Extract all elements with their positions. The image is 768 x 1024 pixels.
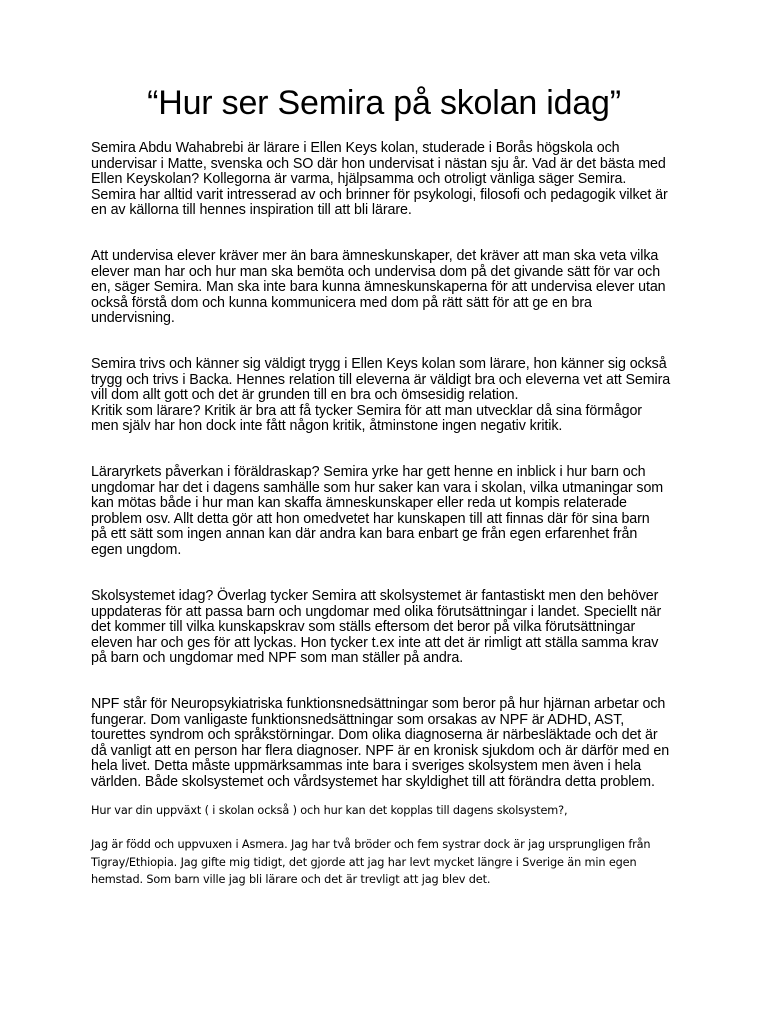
paragraph-introduction: Semira Abdu Wahabrebi är lärare i Ellen Keys kolan, studerade i Borås högskola och undervisar i Matte, svenska och SO där hon undervisat i nästan sju år. Vad är det bästa med Ellen Keyskolan? Kollegorna är varma, hjälpsamma och otroligt vänliga säger Semira. Semira har alltid varit intresserad av och brinner för psykologi, filosofi och pedagogik vilket är en av källorna till hennes inspiration till att bli lärare. <box>91 140 668 218</box>
paragraph-parenthood: Läraryrkets påverkan i föräldraskap? Semira yrke har gett henne en inblick i hur barn och ungdomar har det i dagens samhälle som hur saker kan vara i skolan, vilka utmaningar som kan mötas både i hur man kan skaffa ämneskunskaper eller reda ut kompis relaterade problem osv. Allt detta gör att hon omedvetet har kunskapen till att finnas där för sina barn på ett sätt som ingen annan kan där andra kan bara enbart ge från egen erfarenhet från egen ungdom. <box>91 464 664 558</box>
document-title: “Hur ser Semira på skolan idag” <box>147 84 621 122</box>
paragraph-teaching: Att undervisa elever kräver mer än bara ämneskunskaper, det kräver att man ska veta vilka elever man har och hur man ska bemöta och undervisa dom på det givande sätt för var och en, säger Semira. Man ska inte bara kunna ämneskunskaperna för att undervisa elever utan också förstå dom och kunna kommunicera med dom på rätt sätt för att ge en bra undervisning. <box>91 248 666 326</box>
paragraph-npf: NPF står för Neuropsykiatriska funktionsnedsättningar som beror på hur hjärnan arbetar och fungerar. Dom vanligaste funktionsnedsättningar som orsakas av NPF är ADHD, AST, tourettes syndrom och språkstörningar. Dom olika diagnoserna är närbesläktade och det är då vanligt att en person har flera diagnoser. NPF är en kronisk sjukdom och är därför med en hela livet. Detta måste uppmärksammas inte bara i sveriges skolsystem men även i hela världen. Både skolsystemet och vårdsystemet har skyldighet till att förändra detta problem. <box>91 696 670 790</box>
answer-upbringing: Jag är född och uppvuxen i Asmera. Jag har två bröder och fem systrar dock är jag ursprungligen från Tigray/Ethiopia. Jag gifte mig tidigt, det gjorde att jag har levt mycket längre i Sverige än min egen hemstad. Som barn ville jag bli lärare och det är trevligt att jag blev det. <box>91 838 651 886</box>
paragraph-wellbeing: Semira trivs och känner sig väldigt trygg i Ellen Keys kolan som lärare, hon känner sig också trygg och trivs i Backa. Hennes relation till eleverna är väldigt bra och eleverna vet att Semira vill dom allt gott och det är grunden till en bra och ömsesidig relation. Kritik som lärare? Kritik är bra att få tycker Semira för att man utvecklar då sina förmågor men själv har hon dock inte fått någon kritik, åtminstone ingen negativ kritik. <box>91 356 671 434</box>
paragraph-school-system: Skolsystemet idag? Överlag tycker Semira att skolsystemet är fantastiskt men den behöver uppdateras för att passa barn och ungdomar med olika förutsättningar i landet. Speciellt när det kommer till vilka kunskapskrav som ställs eftersom det beror på vilka förutsättningar eleven har och ges för att lyckas. Hon tycker t.ex inte att det är rimligt att ställa samma krav på barn och ungdomar med NPF som man ställer på andra. <box>91 588 662 666</box>
question-upbringing: Hur var din uppväxt ( i skolan också ) och hur kan det kopplas till dagens skolsystem?, <box>91 804 568 817</box>
